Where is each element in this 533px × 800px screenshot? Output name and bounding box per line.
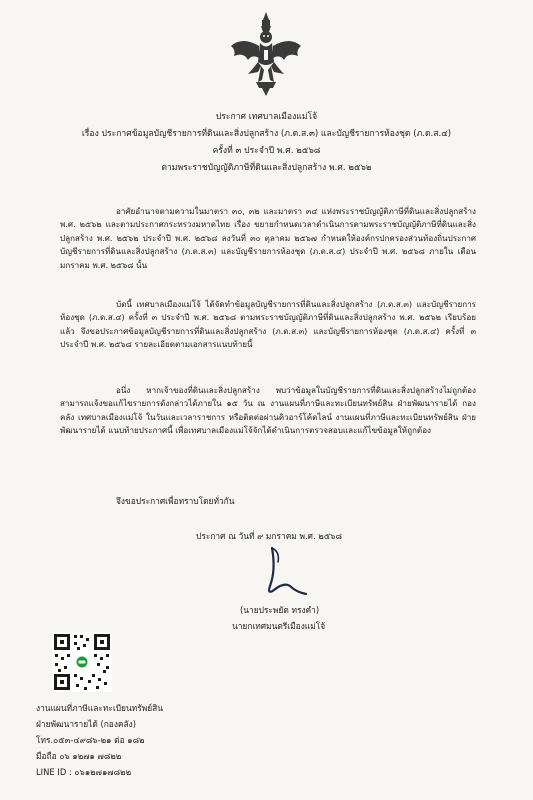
announcement-title: ประกาศ เทศบาลเมืองแม่โจ้ <box>215 112 318 122</box>
contact-block <box>36 700 163 780</box>
contact-unit: งานแผนที่ภาษีและทะเบียนทรัพย์สิน <box>36 703 163 713</box>
paragraph-3 <box>60 384 476 438</box>
line-qr-code-icon[interactable] <box>52 632 112 692</box>
paragraph-2-text: บัดนี้ เทศบาลเมืองแม่โจ้ ได้จัดทำข้อมูลบัญชีรายการที่ดินและสิ่งปลูกสร้าง (ภ.ด.ส.๓) และบัญชีรายการห้องชุด (ภ.ด.ส.๔) ครั้งที่ ๓ ประจำปี พ.ศ. ๒๕๖๘ ตามพระราชบัญญัติภาษีที่ดินและสิ่งปลูกสร้าง พ.ศ. ๒๕๖๒ เรียบร้อยแล้ว จึงขอประกาศข้อมูลบัญชีรายการที่ดินและสิ่งปลูกสร้าง (ภ.ด.ส.๓) และบัญชีรายการห้องชุด (ภ.ด.ส.๔) ครั้งที่ ๓ ประจำปี พ.ศ. ๒๕๖๘ รายละเอียดตามเอกสารแนบท้ายนี้ <box>60 299 476 350</box>
contact-phone[interactable]: โทร.๐๕๓-๔๙๘๖-๒๑ ต่อ ๑๘๒ <box>36 735 145 745</box>
contact-division: ฝ่ายพัฒนารายได้ (กองคลัง) <box>36 719 137 729</box>
announcement-act: ตามพระราชบัญญัติภาษีที่ดินและสิ่งปลูกสร้าง พ.ศ. ๒๕๖๒ <box>161 163 372 173</box>
announcement-subject: เรื่อง ประกาศข้อมูลบัญชีรายการที่ดินและสิ่งปลูกสร้าง (ภ.ด.ส.๓) และบัญชีรายการห้องชุด (ภ.ด.ส.๔) <box>81 129 452 139</box>
announcement-round: ครั้งที่ ๓ ประจำปี พ.ศ. ๒๕๖๘ <box>212 146 321 156</box>
signer-position: นายกเทศมนตรีเมืองแม่โจ้ <box>232 621 326 631</box>
contact-line-id[interactable]: LINE ID : ๐๖๑๒๗๑๗๘๒๒ <box>36 767 132 777</box>
announcement-date: ประกาศ ณ วันที่ ๙ มกราคม พ.ศ. ๒๕๖๘ <box>196 531 342 541</box>
paragraph-3-text: อนึ่ง หากเจ้าของที่ดินและสิ่งปลูกสร้าง พบว่าข้อมูลในบัญชีรายการที่ดินและสิ่งปลูกสร้างไม่ถูกต้อง สามารถแจ้งขอแก้ไขรายการดังกล่าวได้ภายใน ๑๕ วัน ณ งานแผนที่ภาษีและทะเบียนทรัพย์สิน ฝ่ายพัฒนารายได้ กองคลัง เทศบาลเมืองแม่โจ้ ในวันและเวลาราชการ หรือติดต่อผ่านคิวอาร์โค้ดไลน์ งานแผนที่ภาษีและทะเบียนทรัพย์สิน ฝ่ายพัฒนารายได้ แนบท้ายประกาศนี้ เพื่อเทศบาลเมืองแม่โจ้จักได้ดำเนินการตรวจสอบและแก้ไขข้อมูลให้ถูกต้อง <box>60 385 476 436</box>
signer-name: (นายประพยัต ทรงคำ) <box>240 605 320 615</box>
paragraph-2 <box>60 298 476 352</box>
contact-mobile[interactable]: มือถือ ๐๖ ๑๒๗๑ ๗๘๒๒ <box>36 751 122 761</box>
signature-mark-icon <box>250 540 310 605</box>
garuda-emblem-icon <box>228 10 304 100</box>
closing-line: จึงขอประกาศเพื่อทราบโดยทั่วกัน <box>116 496 235 506</box>
paragraph-1 <box>60 205 476 272</box>
paragraph-1-text: อาศัยอำนาจตามความในมาตรา ๓๐, ๓๒ และมาตรา ๓๔ แห่งพระราชบัญญัติภาษีที่ดินและสิ่งปลูกสร้าง พ.ศ. ๒๕๖๒ และตามประกาศกระทรวงมหาดไทย เรื่อง ขยายกำหนดเวลาดำเนินการตามพระราชบัญญัติภาษีที่ดินและสิ่งปลูกสร้าง พ.ศ. ๒๕๖๒ ประจำปี พ.ศ. ๒๕๖๘ ลงวันที่ ๓๐ ตุลาคม ๒๕๖๗ กำหนดให้องค์กรปกครองส่วนท้องถิ่นประกาศบัญชีรายการที่ดินและสิ่งปลูกสร้าง (ภ.ด.ส.๓) และบัญชีรายการห้องชุด (ภ.ด.ส.๔) ประจำปี พ.ศ. ๒๕๖๘ ภายใน เดือนมกราคม พ.ศ. ๒๕๖๘ นั้น <box>60 206 476 270</box>
